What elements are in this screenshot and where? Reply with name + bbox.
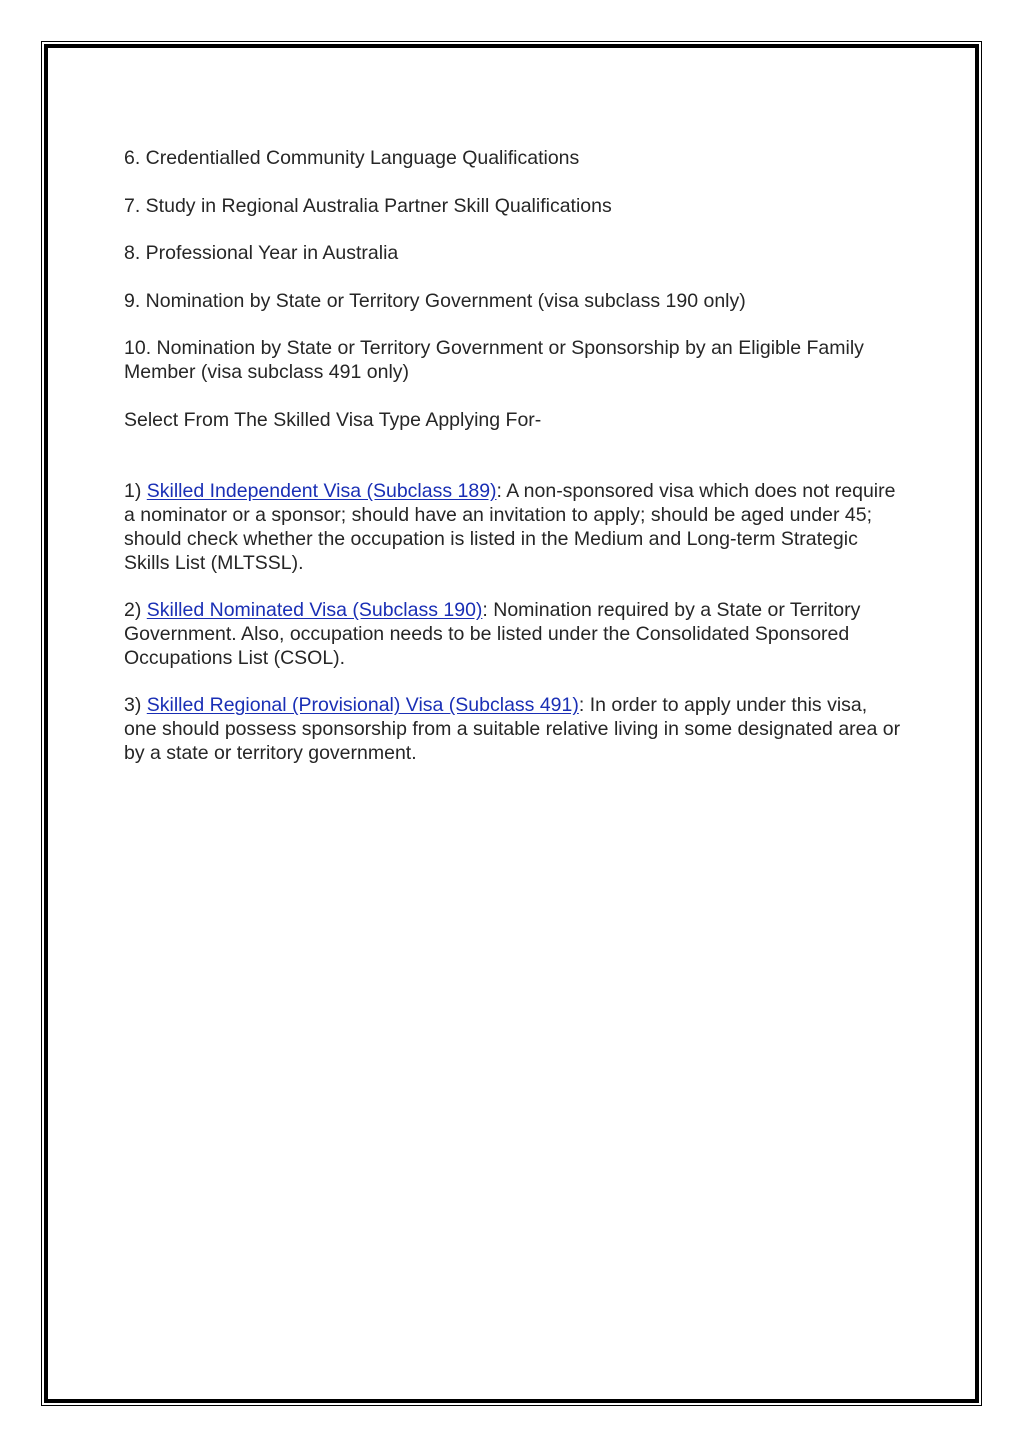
visa-description: : In order to apply under this visa, one should possess sponsorship from a suitable relative living in some designated area or by a state or territory government.: [124, 694, 901, 764]
visa-item-190: [124, 599, 904, 670]
list-item: 6. Credentialled Community Language Qualifications: [124, 147, 580, 169]
visa-description: : Nomination required by a State or Territory Government. Also, occupation needs to be listed under the Consolidated Sponsored Occupations List (CSOL).: [124, 599, 861, 669]
visa-description: : A non-sponsored visa which does not require a nominator or a sponsor; should have an invitation to apply; should be aged under 45; should check whether the occupation is listed in the Medium and Long-term Strategic Skills List (MLTSSL).: [124, 480, 896, 574]
visa-link-491[interactable]: Skilled Regional (Provisional) Visa (Subclass 491): [146, 694, 579, 717]
visa-number: 1): [124, 480, 147, 503]
document-body: [124, 147, 904, 790]
list-item: 10. Nomination by State or Territory Government or Sponsorship by an Eligible Family Member (visa subclass 491 only): [124, 337, 864, 384]
visa-link-190[interactable]: Skilled Nominated Visa (Subclass 190): [146, 599, 483, 622]
visa-item-491: [124, 694, 904, 765]
list-item: 8. Professional Year in Australia: [124, 242, 399, 265]
visa-number: 3): [124, 694, 147, 717]
visa-link-189[interactable]: Skilled Independent Visa (Subclass 189): [146, 480, 497, 503]
section-heading: Select From The Skilled Visa Type Applying For-: [124, 408, 542, 431]
list-item: 9. Nomination by State or Territory Government (visa subclass 190 only): [124, 289, 746, 312]
visa-number: 2): [124, 599, 147, 622]
list-item: 7. Study in Regional Australia Partner Skill Qualifications: [124, 194, 612, 217]
visa-item-189: [124, 480, 904, 575]
